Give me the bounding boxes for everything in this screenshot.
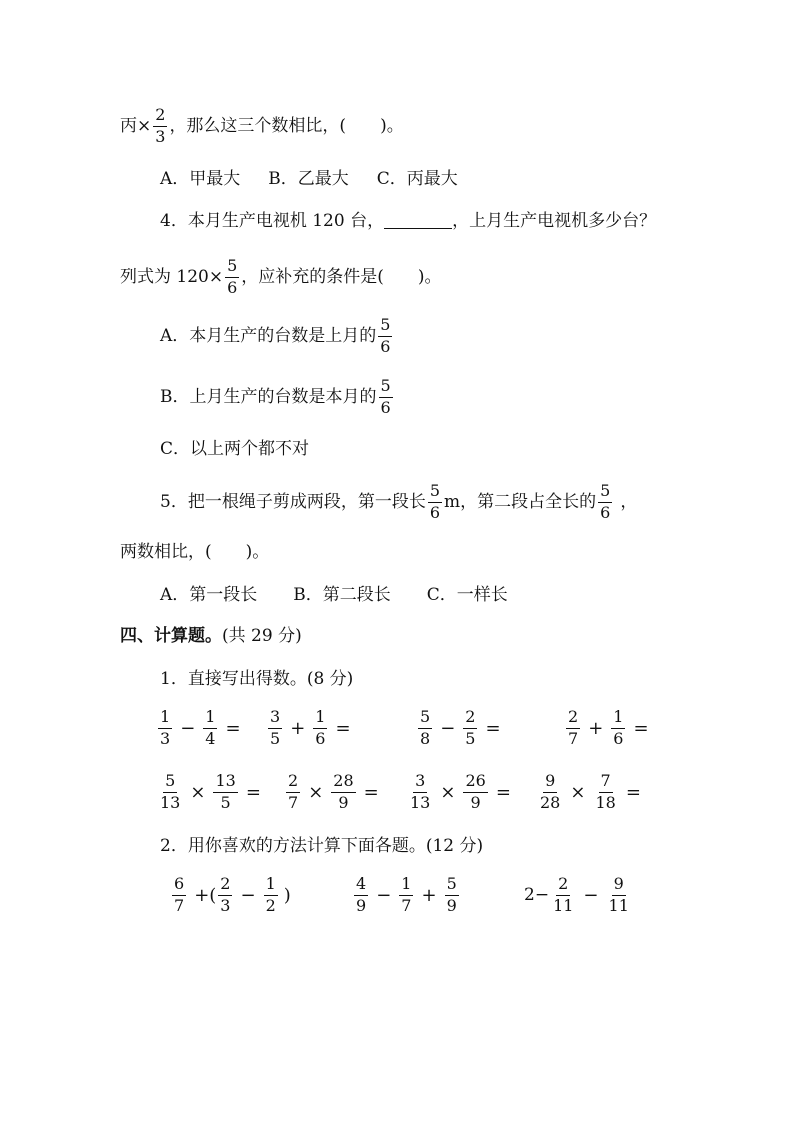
denominator: 7 [174,895,185,915]
q4-option-a-num: 5 [378,317,392,337]
numerator: 4 [354,876,368,896]
fraction [399,876,413,915]
fraction [538,773,562,812]
q3-stem-prefix: 丙× [120,115,152,136]
numerator: 1 [313,709,327,729]
section4-heading [120,628,302,645]
q4-option-a-fraction [378,317,392,356]
fraction [286,773,300,812]
numerator: 9 [612,876,626,896]
numerator: 26 [463,773,487,793]
fraction [158,773,182,812]
q5-line2: 两数相比，( )。 [120,542,270,562]
denominator: 9 [338,792,349,812]
denominator: 11 [608,895,629,915]
fraction [158,709,172,748]
fraction [203,709,217,748]
part2-title: 2．用你喜欢的方法计算下面各题。(12 分) [160,836,484,856]
q5-line1-b: m，第二段占全长的 [444,491,597,512]
fraction [354,876,368,915]
equals-sign: = [633,717,649,739]
q4-option-a-text: A．本月生产的台数是上月的 [160,325,377,346]
q5-line1 [160,483,637,522]
q5-frac2-den: 6 [600,502,611,522]
q4-line1-b: ，上月生产电视机多少台？ [452,211,657,231]
q4-fraction [225,258,239,297]
operator: − [440,717,456,739]
q3-frac-num: 2 [153,107,167,127]
q4-option-b-den: 6 [380,397,391,417]
equals-sign: = [625,781,641,803]
denominator: 6 [613,728,624,748]
denominator: 4 [205,728,216,748]
part1-r2-expr-3 [406,773,517,812]
equals-sign: = [363,781,379,803]
equals-sign: = [485,717,501,739]
numerator: 5 [445,876,459,896]
numerator: 9 [543,773,557,793]
numerator: 2 [556,876,570,896]
denominator: 6 [315,728,326,748]
equals-sign: = [225,717,241,739]
denominator: 28 [540,792,561,812]
q4-option-b-fraction [379,378,393,417]
q5-option-b[interactable]: B．第二段长 [293,585,391,605]
q4-line2 [120,258,442,297]
q4-option-b-num: 5 [379,378,393,398]
fraction [445,876,459,915]
part2-expr-3 [524,876,633,915]
q5-fraction-2 [598,483,612,522]
denominator: 18 [595,792,616,812]
q5-option-a[interactable]: A．第一段长 [160,585,258,605]
numerator: 2 [463,709,477,729]
fraction [418,709,432,748]
q5-fraction-1 [428,483,442,522]
numerator: 1 [399,876,413,896]
denominator: 9 [356,895,367,915]
operator: + [588,717,604,739]
part1-title: 1．直接写出得数。(8 分) [160,669,354,689]
q4-option-a[interactable] [160,317,394,356]
numerator: 2 [566,709,580,729]
part1-r1-expr-4 [564,709,655,748]
part1-r1-expr-3 [416,709,507,748]
operator: − [583,884,599,906]
fraction [264,876,278,915]
numerator: 7 [599,773,613,793]
q4-option-b-text: B．上月生产的台数是本月的 [160,386,377,407]
numerator: 1 [264,876,278,896]
fraction [611,709,625,748]
part2-expr-1 [170,876,297,915]
denominator: 8 [420,728,431,748]
q3-stem-suffix: ，那么这三个数相比，( )。 [169,115,404,136]
q4-line2-prefix: 列式为 120× [120,266,224,287]
operator: − [240,884,256,906]
q3-fraction [153,107,167,146]
q4-option-c-text: C．以上两个都不对 [160,439,310,459]
q4-frac-den: 6 [227,277,238,297]
fraction [268,709,282,748]
q5-line1-a: 5．把一根绳子剪成两段，第一段长 [160,491,426,512]
part1-r2-expr-2 [284,773,385,812]
denominator: 5 [465,728,476,748]
equals-sign: = [495,781,511,803]
denominator: 3 [160,728,171,748]
denominator: 13 [410,792,431,812]
denominator: 2 [265,895,276,915]
numerator: 1 [203,709,217,729]
q3-stem [120,107,404,146]
numerator: 5 [418,709,432,729]
numerator: 3 [268,709,282,729]
fraction [331,773,355,812]
q5-line1-c: ， [620,491,638,512]
q4-answer-blank[interactable] [384,214,452,229]
denominator: 5 [270,728,281,748]
fraction [607,876,631,915]
q3-option-a[interactable]: A．甲最大 [160,169,241,189]
q4-option-a-den: 6 [380,336,391,356]
fraction [593,773,617,812]
numerator: 1 [158,709,172,729]
denominator: 3 [220,895,231,915]
lead-term: 2− [524,885,550,906]
fraction [218,876,232,915]
q4-frac-num: 5 [225,258,239,278]
section4-score: (共 29 分) [222,626,302,646]
numerator: 5 [163,773,177,793]
part2-expr-2 [352,876,461,915]
fraction [408,773,432,812]
part1-r1-expr-1 [156,709,247,748]
operator: × [440,781,456,803]
q5-frac2-num: 5 [598,483,612,503]
q5-options [160,587,508,604]
operator: × [308,781,324,803]
operator: − [180,717,196,739]
fraction [213,773,237,812]
denominator: 7 [568,728,579,748]
operator: +( [194,884,217,906]
equals-sign: = [335,717,351,739]
q3-option-c[interactable]: C．丙最大 [376,169,458,189]
q3-options [160,171,458,188]
denominator: 7 [401,895,412,915]
operator: + [290,717,306,739]
q4-option-b[interactable] [160,378,395,417]
operator: + [421,884,437,906]
fraction [463,709,477,748]
denominator: 11 [553,895,574,915]
part1-r2-expr-1 [156,773,267,812]
numerator: 1 [611,709,625,729]
fraction [551,876,575,915]
fraction [463,773,487,812]
operator: − [376,884,392,906]
part1-r2-expr-4 [536,773,647,812]
operator: × [570,781,586,803]
q3-frac-den: 3 [155,126,166,146]
q5-frac1-den: 6 [429,502,441,522]
fraction [566,709,580,748]
q4-line1 [160,213,656,230]
numerator: 2 [286,773,300,793]
numerator: 2 [218,876,232,896]
fraction [172,876,186,915]
q3-option-b[interactable]: B．乙最大 [268,169,349,189]
q4-option-c[interactable] [160,441,309,458]
section4-title: 四、计算题。 [120,626,222,646]
numerator: 3 [413,773,427,793]
denominator: 9 [446,895,457,915]
part1-r1-expr-2 [266,709,357,748]
numerator: 28 [331,773,355,793]
denominator: 5 [220,792,231,812]
denominator: 9 [470,792,481,812]
denominator: 7 [288,792,299,812]
numerator: 13 [213,773,237,793]
q5-option-c[interactable]: C．一样长 [426,585,508,605]
q5-frac1-num: 5 [428,483,442,503]
close-paren: ) [283,884,291,906]
equals-sign: = [245,781,261,803]
q4-line1-a: 4．本月生产电视机 120 台， [160,211,385,231]
numerator: 6 [172,876,186,896]
fraction [313,709,327,748]
q4-line2-suffix: ，应补充的条件是( )。 [241,266,442,287]
operator: × [190,781,206,803]
denominator: 13 [160,792,181,812]
